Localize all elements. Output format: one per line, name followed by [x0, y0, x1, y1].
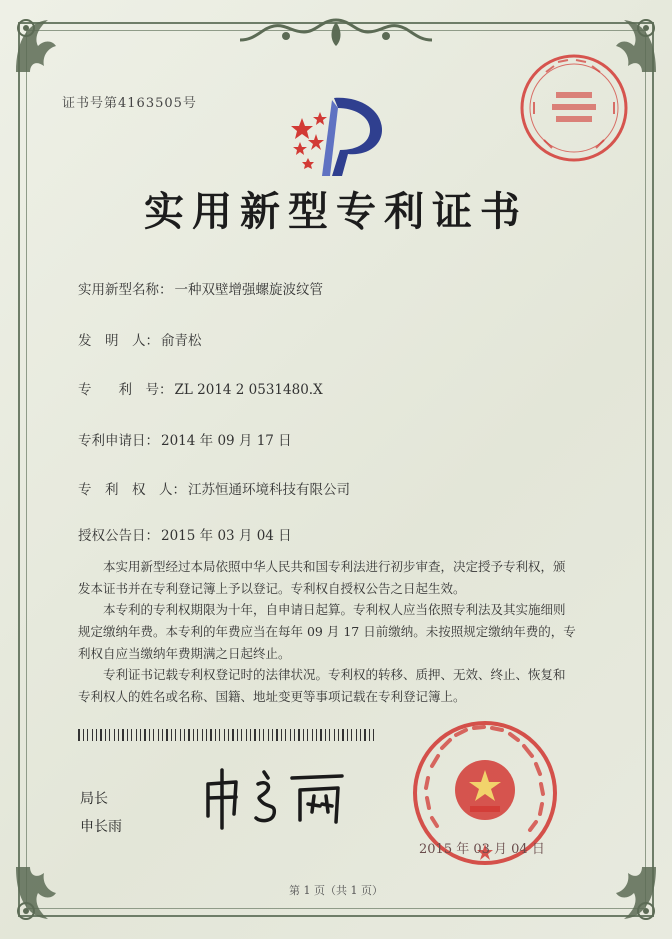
field-value: 2014 年 09 月 17 日 — [161, 433, 292, 449]
body-paragraph — [78, 556, 598, 600]
certificate-number: 证书号第4163505号 — [62, 96, 197, 111]
field-label: 专 利 号： — [78, 382, 173, 398]
paragraph-line: 本实用新型经过本局依照中华人民共和国专利法进行初步审查，决定授予专利权，颁 — [103, 559, 566, 574]
certificate-title: 实用新型专利证书 — [144, 188, 528, 235]
paragraph-line: 发本证书并在专利登记簿上予以登记。专利权自授权公告之日起生效。 — [78, 581, 466, 596]
body-paragraph — [78, 599, 598, 665]
field-value: 2015 年 03 月 04 日 — [161, 528, 292, 544]
field-value: 一种双壁增强螺旋波纹管 — [174, 282, 323, 298]
barcode-icon — [78, 729, 380, 741]
corner-ornament-icon — [8, 10, 78, 80]
field-inventor — [78, 329, 202, 349]
director-signature-icon — [196, 762, 356, 832]
field-grant-date — [78, 524, 292, 544]
field-label: 实用新型名称： — [78, 282, 173, 298]
field-application-date — [78, 429, 292, 449]
paragraph-line: 专利证书记载专利权登记时的法律状况。专利权的转移、质押、无效、终止、恢复和 — [103, 667, 566, 682]
patent-office-logo-icon — [282, 90, 392, 180]
field-label: 发 明 人： — [78, 333, 159, 349]
paragraph-line: 专利权人的姓名或名称、国籍、地址变更等事项记载在专利登记簿上。 — [78, 689, 466, 704]
field-value: 江苏恒通环境科技有限公司 — [188, 482, 350, 498]
field-patent-number — [78, 378, 323, 398]
paragraph-line: 规定缴纳年费。本专利的年费应当在每年 09 月 17 日前缴纳。未按照规定缴纳年费的，专 — [78, 624, 576, 639]
body-paragraph — [78, 664, 598, 708]
page-number: 第 1 页（共 1 页） — [289, 884, 383, 897]
seal-date: 2015 年 03 月 04 日 — [419, 842, 545, 857]
field-patentee — [78, 478, 350, 498]
field-label: 专 利 权 人： — [78, 482, 186, 498]
paragraph-line: 本专利的专利权期限为十年，自申请日起算。专利权人应当依照专利法及其实施细则 — [103, 602, 566, 617]
field-utility-model-name — [78, 278, 323, 298]
paragraph-line: 利权自应当缴纳年费期满之日起终止。 — [78, 646, 291, 661]
field-label: 授权公告日： — [78, 528, 159, 544]
top-ornament-icon — [226, 14, 446, 54]
director-title: 局长 — [80, 791, 108, 807]
director-name: 申长雨 — [80, 819, 122, 835]
field-label: 专利申请日： — [78, 433, 159, 449]
field-value: 俞青松 — [161, 333, 202, 349]
registration-stamp-icon — [518, 52, 630, 164]
field-value: ZL 2014 2 0531480.X — [174, 382, 323, 398]
